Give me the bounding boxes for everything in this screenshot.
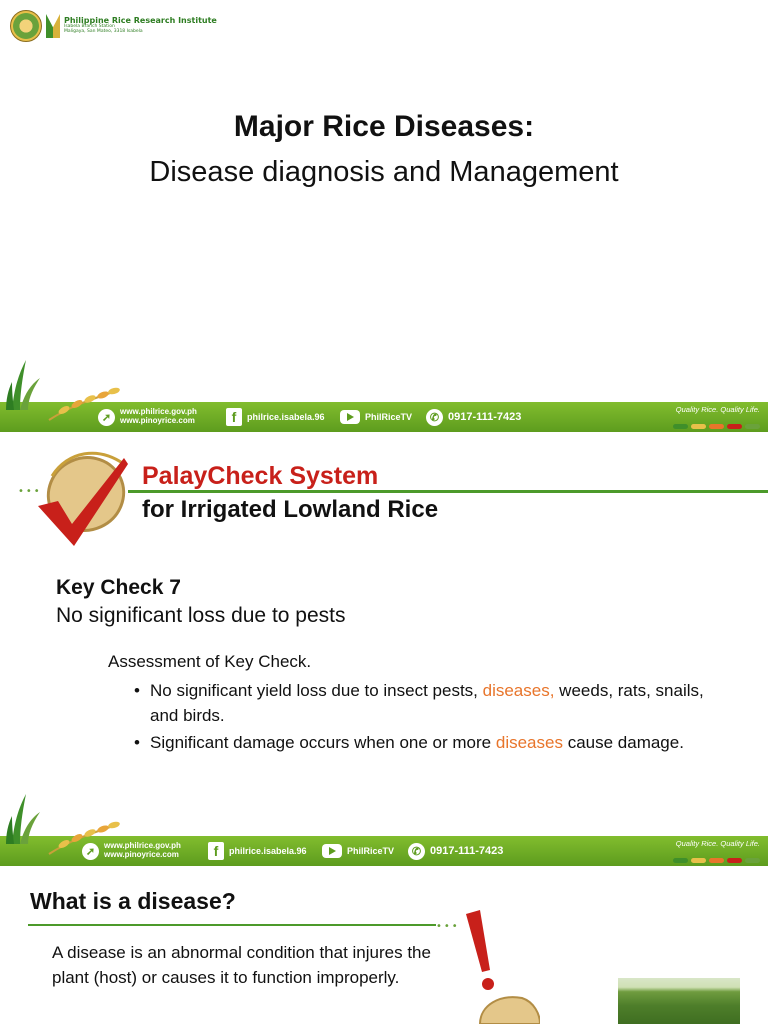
dot-green (673, 858, 688, 863)
footer-phone[interactable] (426, 409, 521, 426)
footer-websites (98, 408, 197, 426)
phone-number: 0917-111-7423 (430, 845, 504, 857)
assessment-heading: Assessment of Key Check. (108, 652, 312, 671)
youtube-handle: PhilRiceTV (347, 846, 395, 856)
facebook-icon: f (208, 842, 224, 860)
facebook-icon: f (226, 408, 242, 426)
highlight-diseases: diseases (495, 733, 563, 752)
key-check-subtitle: No significant loss due to pests (56, 604, 346, 627)
bullet-item: • No significant yield loss due to insect pests, diseases, weeds, rats, snails, and birds. (130, 678, 730, 728)
slide-subtitle: Disease diagnosis and Management (149, 156, 619, 188)
facebook-handle: philrice.isabela.96 (247, 412, 325, 422)
exclamation-icon (460, 910, 540, 1024)
footer-color-dots (673, 424, 760, 429)
institute-name: Philippine Rice Research Institute (64, 16, 217, 26)
website-pinoyrice-link[interactable]: www.pinoyrice.com (120, 416, 195, 425)
dot-red (727, 858, 742, 863)
phone-icon: ✆ (426, 409, 443, 426)
bullet-item: • Significant damage occurs when one or more diseases cause damage. (130, 730, 730, 755)
footer-bar (0, 836, 768, 866)
palaycheck-subtitle: for Irrigated Lowland Rice (142, 496, 439, 523)
institute-address: Maligaya, San Mateo, 3318 Isabela (64, 29, 143, 35)
philrice-seal-icon (10, 10, 42, 42)
slide-what-is-disease (0, 866, 768, 1024)
phone-icon: ✆ (408, 843, 425, 860)
footer-color-dots (673, 858, 760, 863)
slide-title-heading: Major Rice Diseases: (233, 110, 535, 143)
youtube-icon (322, 844, 342, 858)
institute-branch: Isabela Branch Station (64, 24, 115, 30)
website-philrice-link[interactable]: www.philrice.gov.ph (104, 841, 181, 851)
slide-palaycheck (0, 432, 768, 866)
footer-bar (0, 402, 768, 432)
footer-tagline: Quality Rice. Quality Life. (675, 839, 760, 848)
dot-lightgreen (745, 424, 760, 429)
dot-lightgreen (745, 858, 760, 863)
what-is-disease-title: What is a disease? (30, 888, 236, 914)
footer-tagline: Quality Rice. Quality Life. (675, 405, 760, 414)
globe-arrow-icon: ➚ (98, 409, 115, 426)
footer-facebook[interactable] (208, 842, 307, 860)
disease-definition: A disease is an abnormal condition that injures the plant (host) or causes it to function improperly. (52, 943, 431, 987)
facebook-handle: philrice.isabela.96 (229, 846, 307, 856)
title-divider (28, 924, 436, 926)
rice-field-photo (618, 978, 740, 1024)
website-pinoyrice-link[interactable]: www.pinoyrice.com (104, 850, 179, 859)
dot-yellow (691, 858, 706, 863)
palaycheck-checkmark-icon (28, 446, 138, 556)
philrice-logo (10, 10, 217, 42)
grass-icon (4, 794, 44, 844)
footer-phone[interactable] (408, 843, 503, 860)
assessment-bullets (130, 678, 730, 757)
youtube-icon (340, 410, 360, 424)
slide-title (0, 0, 768, 432)
dot-orange (709, 858, 724, 863)
dot-red (727, 424, 742, 429)
dot-yellow (691, 424, 706, 429)
footer-youtube[interactable] (340, 410, 412, 424)
dot-orange (709, 424, 724, 429)
website-philrice-link[interactable]: www.philrice.gov.ph (120, 407, 197, 417)
youtube-handle: PhilRiceTV (365, 412, 413, 422)
footer-websites (82, 842, 181, 860)
key-check-title: Key Check 7 (56, 576, 181, 599)
grass-icon (4, 360, 44, 410)
dot-green (673, 424, 688, 429)
footer-facebook[interactable] (226, 408, 325, 426)
header-divider: ••• (18, 490, 768, 493)
phone-number: 0917-111-7423 (448, 411, 522, 423)
philrice-mark-icon (46, 14, 60, 38)
footer-youtube[interactable] (322, 844, 394, 858)
palaycheck-title: PalayCheck System (142, 462, 379, 490)
highlight-diseases: diseases, (482, 681, 555, 700)
globe-arrow-icon: ➚ (82, 843, 99, 860)
divider-dots: ••• (436, 921, 460, 932)
